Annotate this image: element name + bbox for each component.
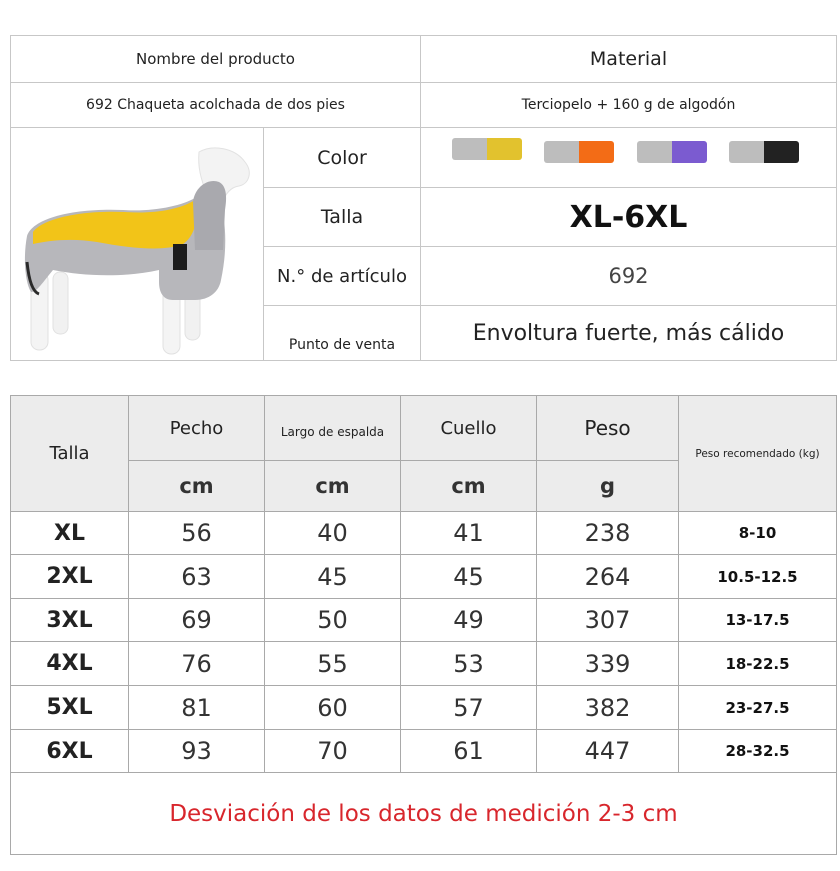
row-size: 5XL bbox=[46, 695, 93, 720]
row-recommended: 8-10 bbox=[738, 524, 777, 542]
color-label: Color bbox=[317, 146, 367, 169]
unit-neck: cm bbox=[451, 474, 486, 498]
row-back: 70 bbox=[317, 737, 348, 765]
unit-back-length: cm bbox=[315, 474, 350, 498]
swatch-right bbox=[579, 141, 614, 163]
row-recommended: 28-32.5 bbox=[725, 742, 790, 760]
color-swatch-purple bbox=[637, 141, 707, 163]
row-chest: 93 bbox=[181, 737, 212, 765]
size-chart-table bbox=[10, 395, 837, 855]
row-size: 3XL bbox=[46, 607, 93, 633]
row-weight: 307 bbox=[584, 606, 631, 634]
material-value: Terciopelo + 160 g de algodón bbox=[521, 97, 736, 113]
row-neck: 45 bbox=[453, 562, 484, 591]
color-swatch-orange bbox=[544, 141, 614, 163]
row-chest: 76 bbox=[181, 649, 212, 678]
product-name-value: 692 Chaqueta acolchada de dos pies bbox=[86, 97, 345, 113]
row-recommended: 10.5-12.5 bbox=[717, 567, 798, 586]
header-recommended-weight: Peso recomendado (kg) bbox=[695, 447, 820, 460]
size-label: Talla bbox=[320, 206, 364, 228]
row-weight: 447 bbox=[584, 737, 631, 765]
swatch-right bbox=[672, 141, 707, 163]
header-weight: Peso bbox=[584, 416, 631, 440]
unit-chest: cm bbox=[179, 474, 214, 498]
row-neck: 53 bbox=[453, 649, 484, 678]
color-swatches bbox=[421, 128, 836, 187]
row-back: 60 bbox=[317, 693, 348, 722]
row-chest: 69 bbox=[181, 606, 212, 634]
measurement-deviation-note: Desviación de los datos de medición 2-3 cm bbox=[169, 800, 678, 827]
row-back: 50 bbox=[317, 606, 348, 634]
row-recommended: 23-27.5 bbox=[725, 698, 790, 717]
row-size: XL bbox=[54, 520, 85, 546]
material-label: Material bbox=[589, 48, 668, 70]
row-size: 4XL bbox=[46, 651, 93, 676]
row-weight: 382 bbox=[584, 693, 631, 722]
row-neck: 41 bbox=[453, 519, 484, 547]
row-back: 55 bbox=[317, 649, 348, 678]
row-chest: 56 bbox=[181, 519, 212, 547]
row-weight: 264 bbox=[584, 562, 631, 591]
size-range-value: XL-6XL bbox=[569, 199, 688, 235]
row-chest: 81 bbox=[181, 693, 212, 722]
header-chest: Pecho bbox=[169, 417, 224, 439]
row-recommended: 18-22.5 bbox=[725, 654, 790, 673]
row-neck: 49 bbox=[453, 606, 484, 634]
dog-jacket-illustration bbox=[13, 132, 261, 358]
product-image bbox=[13, 132, 261, 358]
header-neck: Cuello bbox=[440, 417, 497, 439]
product-info-table bbox=[10, 35, 837, 361]
selling-point-value: Envoltura fuerte, más cálido bbox=[472, 320, 785, 346]
color-swatch-yellow bbox=[452, 138, 522, 160]
row-chest: 63 bbox=[181, 562, 212, 591]
row-weight: 238 bbox=[584, 519, 631, 547]
row-neck: 61 bbox=[453, 737, 484, 765]
swatch-right bbox=[487, 138, 522, 160]
swatch-left bbox=[452, 138, 487, 160]
row-size: 2XL bbox=[46, 564, 93, 589]
row-back: 45 bbox=[317, 562, 348, 591]
unit-weight: g bbox=[599, 474, 616, 498]
product-name-label: Nombre del producto bbox=[136, 50, 295, 68]
color-swatch-black bbox=[729, 141, 799, 163]
swatch-right bbox=[764, 141, 799, 163]
header-size: Talla bbox=[49, 443, 90, 464]
selling-point-label: Punto de venta bbox=[288, 337, 396, 353]
header-back-length: Largo de espalda bbox=[280, 425, 385, 439]
swatch-left bbox=[544, 141, 579, 163]
swatch-left bbox=[637, 141, 672, 163]
row-weight: 339 bbox=[584, 649, 631, 678]
article-number-label: N.° de artículo bbox=[277, 265, 407, 287]
row-size: 6XL bbox=[46, 738, 93, 764]
row-neck: 57 bbox=[453, 693, 484, 722]
row-recommended: 13-17.5 bbox=[725, 611, 790, 629]
row-back: 40 bbox=[317, 519, 348, 547]
swatch-left bbox=[729, 141, 764, 163]
article-number-value: 692 bbox=[608, 264, 649, 288]
